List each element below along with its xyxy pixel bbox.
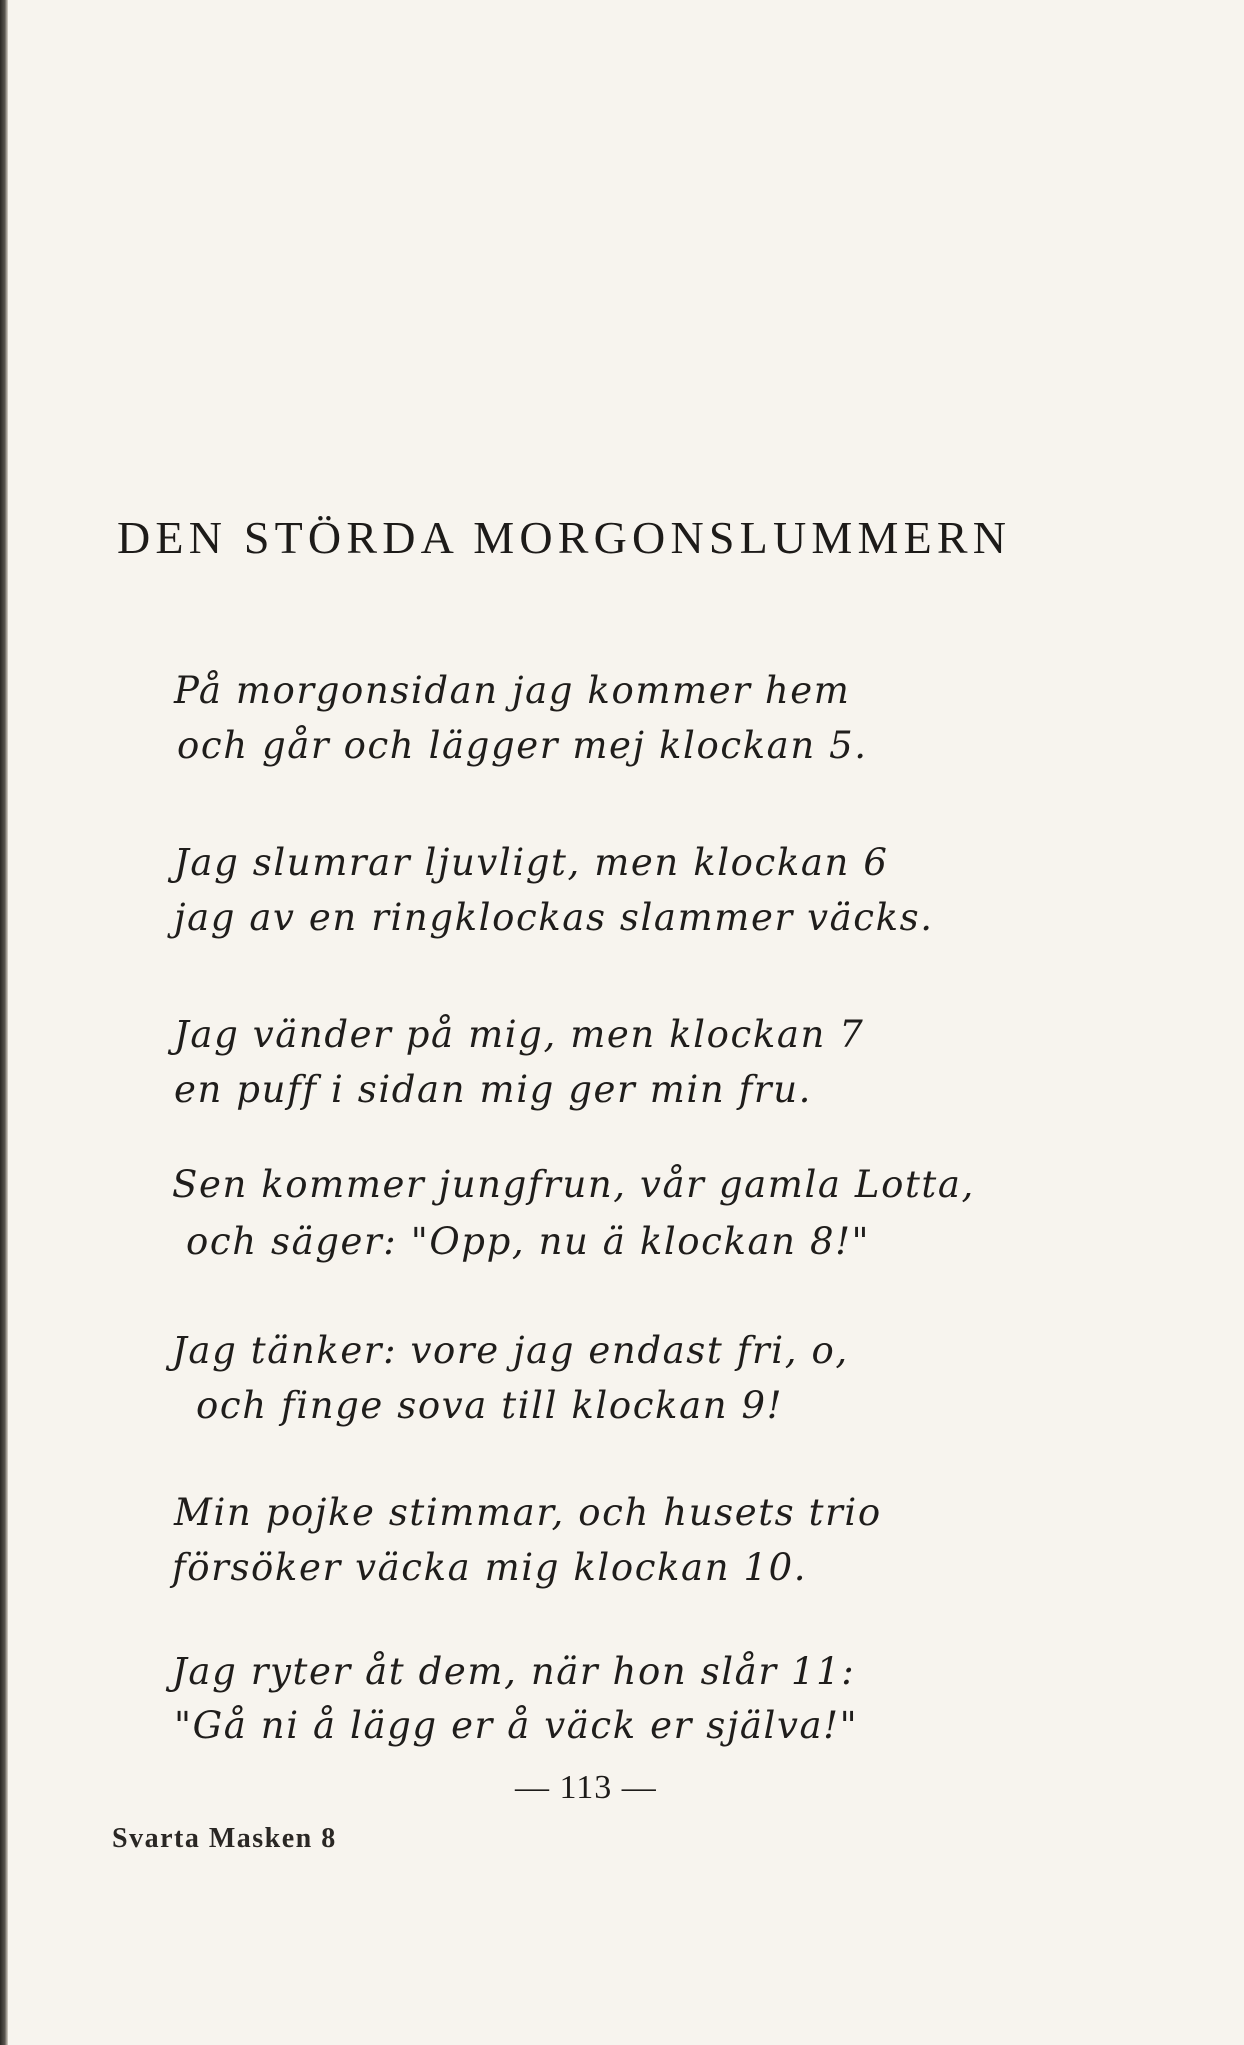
binding-edge [0,0,8,2045]
verse-line: Jag ryter åt dem, när hon slår 11: [172,1650,856,1693]
poem-title: DEN STÖRDA MORGONSLUMMERN [117,512,1012,563]
verse-line: Jag slumrar ljuvligt, men klockan 6 [174,841,889,884]
verse-line: På morgonsidan jag kommer hem [174,669,851,712]
printer-signature-mark: Svarta Masken 8 [112,1823,337,1854]
verse-line: Sen kommer jungfrun, vår gamla Lotta, [172,1163,975,1206]
verse-line: Jag tänker: vore jag endast fri, o, [172,1329,849,1372]
verse-line: försöker väcka mig klockan 10. [172,1546,808,1589]
verse-line: en puff i sidan mig ger min fru. [174,1068,812,1111]
verse-line: och finge sova till klockan 9! [196,1384,784,1427]
verse-line: och säger: "Opp, nu ä klockan 8!" [186,1220,871,1263]
verse-line: och går och lägger mej klockan 5. [177,724,868,767]
verse-line: Jag vänder på mig, men klockan 7 [174,1013,865,1056]
page-number: — 113 — [515,1769,657,1806]
verse-line: "Gå ni å lägg er å väck er själva!" [174,1704,859,1747]
verse-line: jag av en ringklockas slammer väcks. [174,896,934,939]
verse-line: Min pojke stimmar, och husets trio [174,1491,882,1534]
